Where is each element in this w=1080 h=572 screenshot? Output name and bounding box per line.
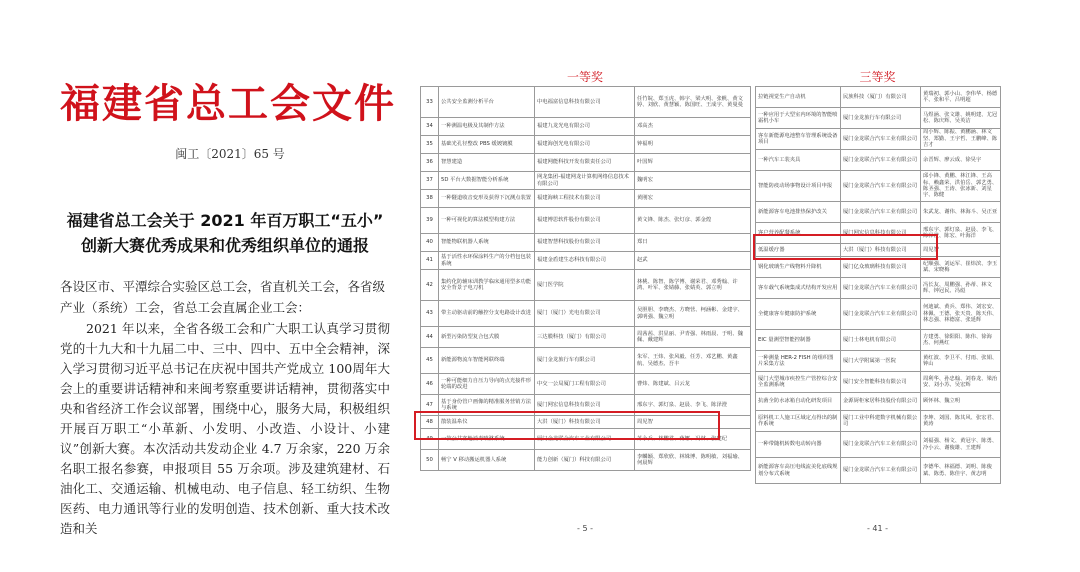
page-number: - 5 - — [577, 524, 593, 533]
participants: 黄瑞初、郭小山、李伟华、杨德平、张和平、吕明超 — [921, 87, 1001, 108]
participants: 顾怀林、魏立明 — [921, 393, 1001, 411]
table-row — [421, 301, 751, 327]
organization: 厦门金龙联合汽车工业有限公司 — [841, 432, 921, 458]
project-name: 智能物联机器人系统 — [439, 234, 535, 252]
participants: 邢东宇、郭灯泉、赵晨、李飞、陈泽澄、陈宏、叶海洋 — [921, 223, 1001, 244]
table-row — [421, 252, 751, 270]
participants: 林桃、陈智、陈学博、谢荣君、邓秀翰、许鸿、叶军、张婧藤、张婧英、郭立明 — [635, 270, 751, 301]
third-prize-heading — [755, 68, 1000, 85]
organization: 福建智慧科技股份有限公司 — [535, 234, 635, 252]
row-number: 36 — [421, 154, 439, 172]
participants: 周利华、孙忠翰、刘春龙、梁治安、刘小苏、吴宏辉 — [921, 372, 1001, 393]
project-name: 新能源客车电池排热保护改关 — [756, 202, 841, 223]
organization: 厦门金龙联合汽车工业有限公司 — [841, 150, 921, 171]
row-number: 33 — [421, 87, 439, 118]
participants: 郑日 — [635, 234, 751, 252]
first-prize-heading — [420, 68, 750, 85]
letterhead-title: 福建省总工会文件 — [60, 80, 396, 127]
organization: 厦门工业中科建数字机械有限公司 — [841, 411, 921, 432]
participants: 任竹皖、郑玉虎、韩宇、梁大明、张帆、黄文婷、刘欣、黄慧颖、陈国旺、王成宇、黄曼曼 — [635, 87, 751, 118]
row-number: 42 — [421, 270, 439, 301]
row-number: 43 — [421, 301, 439, 327]
row-number: 50 — [421, 450, 439, 471]
project-name: 低温缓疗器 — [756, 244, 841, 257]
project-name: 带主动驱动前的触控分支电路设计改进 — [439, 301, 535, 327]
project-name: 基于活性水环保涂料生产的分档包包装系统 — [439, 252, 535, 270]
project-name: 新型污染防型复合包式膜 — [439, 327, 535, 348]
table-row — [756, 393, 1001, 411]
first-prize-table-body — [421, 87, 751, 471]
notice-greeting: 各设区市、平潭综合实验区总工会，省直机关工会，各省级产业（系统）工会，省总工会直属企业工会： — [60, 279, 386, 315]
participants: 朱武龙、谢伟、林海斗、吴正亚 — [921, 202, 1001, 223]
organization: 厦门亿众玻璃科技有限公司 — [841, 257, 921, 278]
table-row — [756, 458, 1001, 484]
table-row — [756, 108, 1001, 129]
table-row — [756, 87, 1001, 108]
project-name: 原料机工人施工区域定点得出的制作系统 — [756, 411, 841, 432]
table-row — [421, 172, 751, 190]
project-name: 厦门大型城市疾控生产管控综合安全监测系统 — [756, 372, 841, 393]
project-name: 客车新能源电池整车管理系统设备项目 — [756, 129, 841, 150]
table-row — [756, 330, 1001, 351]
table-row — [421, 136, 751, 154]
organization: 三达膜科技（厦门）有限公司 — [535, 327, 635, 348]
organization: 大洪（厦门）科技有限公司 — [841, 244, 921, 257]
table-row — [421, 429, 751, 450]
organization: 厦门金龙联合汽车工业有限公司 — [841, 458, 921, 484]
organization: 能力创新（厦门）科技有限公司 — [535, 450, 635, 471]
project-name: 一种隧道收音变形及获得下沉测点装置 — [439, 190, 535, 208]
row-number: 38 — [421, 190, 439, 208]
participants: 周茜茜、洪显丽、尹青强、林雨晨、于明、魏佩、戴建辉 — [635, 327, 751, 348]
organization: 大洪（厦门）科技有限公司 — [535, 416, 635, 429]
organization: 厦门金龙联合汽车工业有限公司 — [841, 129, 921, 150]
table-row — [756, 223, 1001, 244]
participants: 何迪斌、黄兵、郑伟、刘宏安、林佩、王德、张天贵、陈天伟、林志强、林德富、张延辉 — [921, 299, 1001, 330]
table-row — [421, 374, 751, 395]
table-row — [756, 411, 1001, 432]
row-number: 41 — [421, 252, 439, 270]
participants: 冯长友、周鹏强、孙蒂、林文辉、钟冠民、冯彪 — [921, 278, 1001, 299]
table-row — [756, 129, 1001, 150]
table-row — [421, 234, 751, 252]
organization: 福建九龙光电有限公司 — [535, 118, 635, 136]
table-row — [421, 154, 751, 172]
project-name: 客户营养配餐系统 — [756, 223, 841, 244]
first-prize-table — [420, 86, 751, 471]
participants: 李坤、刘国、陈其风、张宏君、黄涛 — [921, 411, 1001, 432]
row-number: 47 — [421, 395, 439, 416]
participants: 吴胆胆、李晓杰、方晓营、柯涵彬、金建宇、郭明强、魏立明 — [635, 301, 751, 327]
first-prize-heading-text: 一等奖 — [566, 70, 603, 84]
organization: 厦门金龙联合汽车工业有限公司 — [841, 202, 921, 223]
project-name: 钢化玻璃生产线物料升降机 — [756, 257, 841, 278]
table-row — [756, 351, 1001, 372]
organization: 厦门金龙旅行车有限公司 — [841, 108, 921, 129]
participants: 周见智 — [921, 244, 1001, 257]
participants: 纪顺强、刘运军、崔炜滨、李玉斌、宋晓梅 — [921, 257, 1001, 278]
third-prize-page — [755, 68, 1000, 533]
organization: 福建海创光电有限公司 — [535, 136, 635, 154]
row-number: 34 — [421, 118, 439, 136]
organization: 厦门士林电机有限公司 — [841, 330, 921, 351]
row-number: 37 — [421, 172, 439, 190]
participants: 邱小锋、黄鹏、林江锋、王高标、赖鑫荣、洪伯岳、郭艺勇、陈圣强、王涛、张冰新、刘星宇、陈健 — [921, 171, 1001, 202]
project-name: 一种可能细力自压力导向的点光接件形轮端的改进 — [439, 374, 535, 395]
project-name: 抗菌全防水冰箱自动化研发项目 — [756, 393, 841, 411]
row-number: 40 — [421, 234, 439, 252]
table-row — [756, 171, 1001, 202]
organization: 福建网能科技开发有限责任公司 — [535, 154, 635, 172]
participants: 黄红波、李卫平、付雨、张娟、钟山 — [921, 351, 1001, 372]
participants: 李德华、林福德、刘明、陈俊斌、陈勇、陈佳宇、黄志明 — [921, 458, 1001, 484]
table-row — [756, 202, 1001, 223]
notice-title-line-2: 创新大赛优秀成果和优秀组织单位的通报 — [80, 236, 369, 255]
project-name: 一种应用于大型室内环境的智能喷霜机小车 — [756, 108, 841, 129]
table-row — [756, 372, 1001, 393]
organization: 福建海峡工程技术有限公司 — [535, 190, 635, 208]
project-name: 基础光孔径整改 PBS 缓镀镀膜 — [439, 136, 535, 154]
project-name: 新能源客车高压电线流美化底线规划分布式系统 — [756, 458, 841, 484]
organization: 民族科技（厦门）有限公司 — [841, 87, 921, 108]
participants: 赵武 — [635, 252, 751, 270]
notice-title — [60, 208, 390, 258]
participants: 钟福明 — [635, 136, 751, 154]
participants: 周小辉、陈振、黄鹏涵、林文坚、郑勤、王宇哲、王鹏峰、陈吉才 — [921, 129, 1001, 150]
organization: 厦门金龙联合汽车工业有限公司 — [841, 299, 921, 330]
table-row — [421, 450, 751, 471]
project-name: 公共安全监测分析平台 — [439, 87, 535, 118]
table-row — [756, 299, 1001, 330]
project-name: 畅宁 V 移动搬运机器人系统 — [439, 450, 535, 471]
participants: 叶国辉 — [635, 154, 751, 172]
project-name: 全健康客车健康防护系统 — [756, 299, 841, 330]
table-row — [421, 270, 751, 301]
notice-title-line-1: 福建省总工会关于 2021 年百万职工“五小” — [66, 211, 384, 230]
table-row — [421, 87, 751, 118]
organization: 中电福富信息科技有限公司 — [535, 87, 635, 118]
organization: 厦门（厦门）光电有限公司 — [535, 301, 635, 327]
table-row — [421, 208, 751, 234]
organization: 厦门医学院 — [535, 270, 635, 301]
project-name: 一种可视化的算法模型构建方法 — [439, 208, 535, 234]
table-row — [421, 190, 751, 208]
third-prize-heading-text: 三等奖 — [859, 70, 896, 84]
participants: 苏永兵、林鹏君、蒋娜、冯林、张建纪 — [635, 429, 751, 450]
table-row — [756, 432, 1001, 458]
row-number: 35 — [421, 136, 439, 154]
row-number: 49 — [421, 429, 439, 450]
project-name: 一种测量 HER-2 FISH 的组织图片采集方法 — [756, 351, 841, 372]
table-row — [421, 395, 751, 416]
table-row — [421, 118, 751, 136]
third-prize-table-body — [756, 87, 1001, 484]
organization: 厦门金龙联合汽车工业有限公司 — [841, 171, 921, 202]
project-name: 一款公共客舱消毒喷淋系统 — [439, 429, 535, 450]
project-name: 散装温糸仪 — [439, 416, 535, 429]
notice-cover-page — [0, 0, 405, 572]
project-name: 一种带随机转数电动转向器 — [756, 432, 841, 458]
organization: 厦门网宏信息科技有限公司 — [535, 395, 635, 416]
project-name: 集约化防辅床训教学临床通用型多功能安全背景子电刀机 — [439, 270, 535, 301]
organization: 厦门网宏信息科技有限公司 — [841, 223, 921, 244]
row-number: 39 — [421, 208, 439, 234]
project-name: 基于身份管户画像的精准服务营销方法与系统 — [439, 395, 535, 416]
project-name: 一种测温电极及其制作方法 — [439, 118, 535, 136]
row-number: 48 — [421, 416, 439, 429]
project-name: 一种汽车工装夹具 — [756, 150, 841, 171]
project-name: 客车载气系统集成式结构开发应用 — [756, 278, 841, 299]
participants: 曹炜、陈建斌、吕云龙 — [635, 374, 751, 395]
project-name: 5D 平台大数据智能分析系统 — [439, 172, 535, 190]
row-number: 46 — [421, 374, 439, 395]
project-name: 新能源物流车智能网联终端 — [439, 348, 535, 374]
page-number: - 41 - — [866, 524, 889, 533]
participants: 方建勇、徐阳阳、陈伟、徐海杰、何燕红 — [921, 330, 1001, 351]
project-name: EIC 量测型智能控制器 — [756, 330, 841, 351]
participants: 魏明宏 — [635, 172, 751, 190]
document-number: 闽工〔2021〕65 号 — [175, 147, 285, 161]
project-name: 智能防疫动场事物设计项目申报 — [756, 171, 841, 202]
table-row — [756, 257, 1001, 278]
organization: 金源厨柜家居科技股份有限公司 — [841, 393, 921, 411]
table-row — [756, 278, 1001, 299]
table-row — [756, 244, 1001, 257]
organization: 福建金盾建生态科技有限公司 — [535, 252, 635, 270]
organization: 厦门大学附属第一医院 — [841, 351, 921, 372]
row-number: 45 — [421, 348, 439, 374]
table-row — [756, 150, 1001, 171]
participants: 邓高杰 — [635, 118, 751, 136]
participants: 刘福强、杨文、黄冠宇、陈勇、冷小云、谢俊雄、王建辉 — [921, 432, 1001, 458]
table-row — [421, 348, 751, 374]
organization: 厦门金龙旅行车有限公司 — [535, 348, 635, 374]
third-prize-table — [755, 86, 1001, 484]
organization: 厦门安全智能科技有限公司 — [841, 372, 921, 393]
row-number: 44 — [421, 327, 439, 348]
participants: 周见智 — [635, 416, 751, 429]
participants: 黄文锋、陈杰、张灯彦、郭金煌 — [635, 208, 751, 234]
participants: 邢东宇、郭灯泉、赵晨、李飞、陈泽澄 — [635, 395, 751, 416]
organization: 网龙集团-福建网龙计算机网络信息技术有限公司 — [535, 172, 635, 190]
participants: 余晋辉、廖云成、徐昊宇 — [921, 150, 1001, 171]
notice-body: 2021 年以来，全省各级工会和广大职工认真学习贯彻党的十九大和十九届二中、三中、四中、五中全会精神，深入学习贯彻习近平总书记在庆祝中国共产党成立 100周年大会上的重要讲话精神和来闽考察重要讲话精神，贯彻落实中央和省经济工作会议部署，围绕中心，服务大局，积极组织开展百万职工“小革新、小发明、小改造、小设计、小建议”创新大赛。本次活动共发动企业 4.7 万余家，220 万余名职工报名参赛，申报项目 55 万余项。涉及建筑建材、石油化工、交通运输、机械电动、电子信息、轻工纺织、生物医药、电力通讯等行业的发明创造、技术创新、重大技术改造和关 — [60, 321, 390, 536]
organization: 厦门金龙联合汽车工业有限公司 — [535, 429, 635, 450]
organization: 福建博思软件股份有限公司 — [535, 208, 635, 234]
project-name: 拉链视觉生产自动机 — [756, 87, 841, 108]
organization: 厦门金龙联合汽车工业有限公司 — [841, 278, 921, 299]
participants: 马煜涵、张文雄、姚明建、尤冠松、陈庆辉、吴英洁 — [921, 108, 1001, 129]
organization: 中交一公局厦门工程有限公司 — [535, 374, 635, 395]
first-prize-page — [420, 68, 750, 533]
participants: 朱军、王炜、张风毅、任芳、邓艺鹏、黄鑫航、吴德杰、吾丰 — [635, 348, 751, 374]
participants: 黄刚宏 — [635, 190, 751, 208]
table-row — [421, 327, 751, 348]
table-row — [421, 416, 751, 429]
project-name: 智慧建造 — [439, 154, 535, 172]
participants: 李麟颖、郑欣欣、林姝博、陈明敏、刘福瑜、何晨辉 — [635, 450, 751, 471]
